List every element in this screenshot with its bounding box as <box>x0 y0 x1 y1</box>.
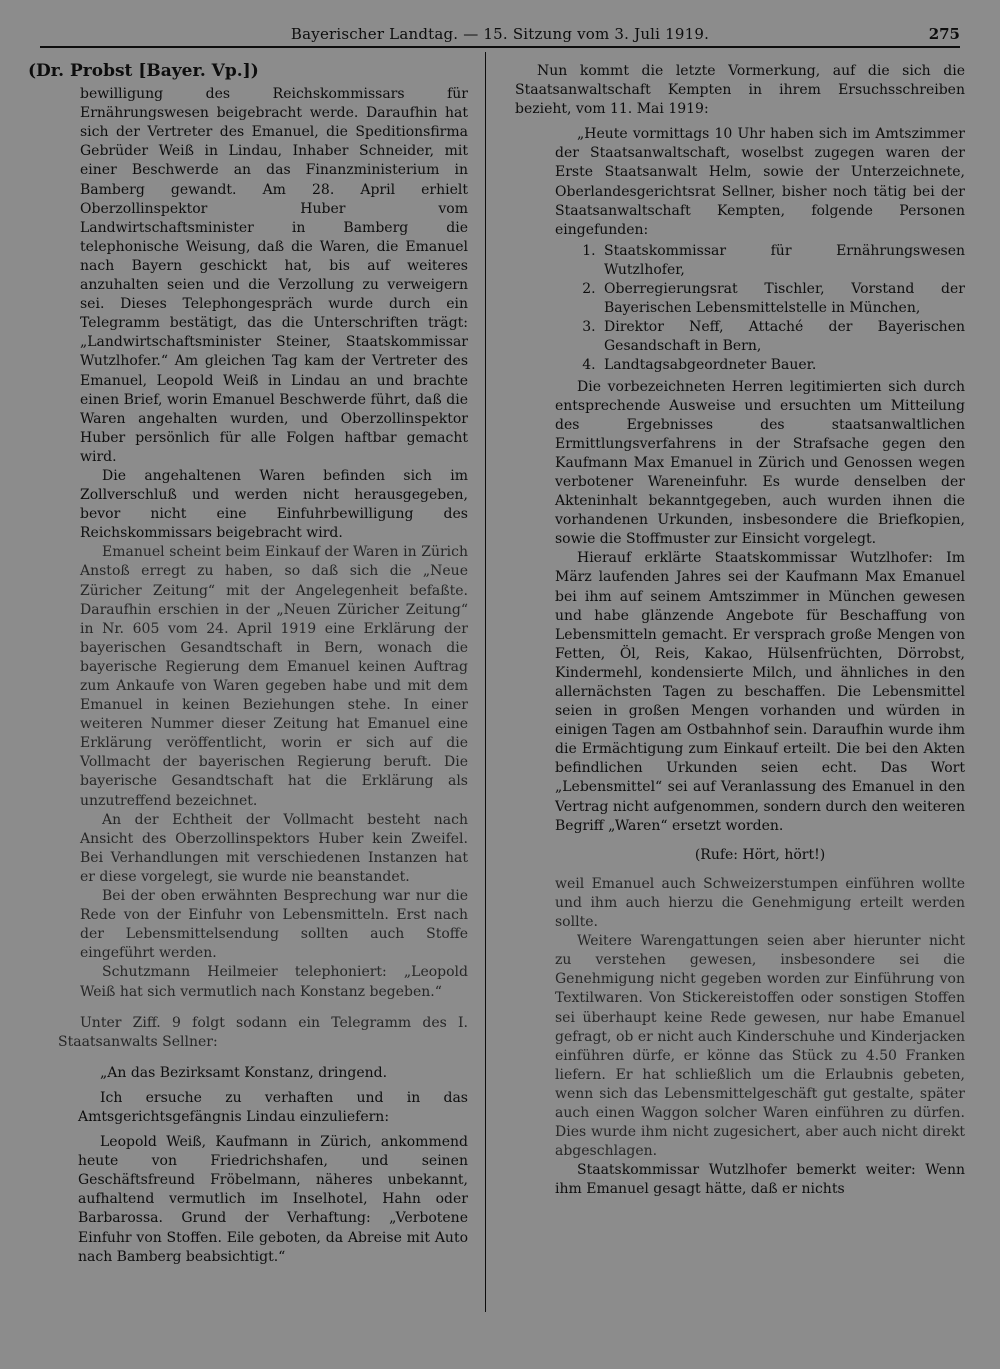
quote-paragraph: Ich ersuche zu verhaften und in das Amtsgerichtsgefängnis Lindau einzuliefern: <box>78 1089 468 1125</box>
quote-paragraph: „Heute vormittags 10 Uhr haben sich im Amtszimmer der Staatsanwaltschaft, woselbst zugegen waren der Erste Staatsanwalt Helm, sowie der Unterzeichnete, Oberlandesgerichtsrat Sellner, bisher noch tätig bei der Staatsanwaltschaft Kempten, folgende Personen eingefunden: <box>555 126 965 238</box>
header-title: Bayerischer Landtag. — 15. Sitzung vom 3. Juli 1919. <box>290 25 710 43</box>
paragraph: Die vorbezeichneten Herren legitimierten sich durch entsprechende Ausweise und ersuchten um Mitteilung des Ergebnisses des staatsanwaltlichen Ermittlungsverfahrens in der Strafsache gegen den Kaufmann Max Emanuel in Zürich und Genossen wegen verbotener Wareneinfuhr. Es wurde denselben der Akteninhalt bekanntgegeben, auch wurden ihnen die vorhandenen Urkunden, insbesondere die Briefkopien, sowie die Stoffmuster zur Einsicht vorgelegt. <box>555 378 965 548</box>
paragraph: An der Echtheit der Vollmacht besteht nach Ansicht des Oberzollinspektors Huber kein Zweifel. Bei Verhandlungen mit verschiedenen Instanzen hat er diese vorgelegt, sie wurde nie beanstandet. <box>80 811 468 885</box>
paragraph: Bei der oben erwähnten Besprechung war nur die Rede von der Einfuhr von Lebensmitteln. Erst nach der Lebensmittelsendung sollten auch Stoffe eingeführt werden. <box>80 888 468 962</box>
quote-paragraph: Leopold Weiß, Kaufmann in Zürich, ankommend heute von Friedrichshafen, und seinen Geschäftsfreund Fröbelmann, näheres unbekannt, aufhaltend vermutlich im Inselhotel, Hahn oder Barbarossa. Grund der Verhaftung: „Verbotene Einfuhr von Stoffen. Eile geboten, da Abreise mit Auto nach Bamberg beabsichtigt.“ <box>78 1134 468 1265</box>
quote-line: „An das Bezirksamt Konstanz, dringend. <box>100 1064 388 1081</box>
attendee-list <box>555 242 965 376</box>
paragraph: Emanuel scheint beim Einkauf der Waren in Zürich Anstoß erregt zu haben, so daß sich die „Neue Züricher Zeitung“ mit der Angelegenheit befaßte. Daraufhin erschien in der „Neuen Züricher Zeitung“ in Nr. 605 vom 24. April 1919 eine Erklärung der bayerischen Gesandtschaft in Bern, wonach die bayerische Regierung dem Emanuel keinen Auftrag zum Ankaufe von Waren gegeben habe und mit dem Emanuel in keinen Beziehungen stehe. In einer weiteren Nummer dieser Zeitung hat Emanuel eine Erklärung veröffentlicht, worin er sich auf die Vollmacht der bayerischen Regierung beruft. Die bayerische Gesandtschaft hat die Erklärung als unzutreffend bezeichnet. <box>80 544 468 809</box>
paragraph: Staatskommissar Wutzlhofer bemerkt weiter: Wenn ihm Emanuel gesagt hätte, daß er nichts <box>555 1162 965 1198</box>
paragraph: Die angehaltenen Waren befinden sich im Zollverschluß und werden nicht herausgegeben, bevor nicht eine Einfuhrbewilligung des Reichskommissars beigebracht wird. <box>80 467 468 542</box>
paragraph: Hierauf erklärte Staatskommissar Wutzlhofer: Im März laufenden Jahres sei der Kaufmann Max Emanuel bei ihm auf seinem Amtszimmer in München gewesen und habe glänzende Angebote für Beschaffung von Lebensmitteln gemacht. Er versprach große Mengen von Fetten, Öl, Reis, Kakao, Hülsenfrüchten, Dörrobst, Kindermehl, kondensierte Milch, und ähnliches in den allernächsten Tagen zu beschaffen. Die Lebensmittel seien in großen Mengen vorhanden und würden in einigen Tagen am Ostbahnhof sein. Daraufhin wurde ihm die Ermächtigung zum Einkauf erteilt. Die bei den Akten befindlichen Urkunden seien echt. Das Wort „Lebensmittel“ sei auf Veranlassung des Emanuel in den Vertrag nicht aufgenommen, sondern durch den weiteren Begriff „Waren“ ersetzt worden. <box>555 550 965 834</box>
right-column <box>515 62 965 1199</box>
page-number: 275 <box>928 25 960 43</box>
paragraph: Nun kommt die letzte Vormerkung, auf die sich die Staatsanwaltschaft Kempten in ihrem Ersuchsschreiben bezieht, vom 11. Mai 1919: <box>515 63 965 118</box>
paragraph: weil Emanuel auch Schweizerstumpen einführen wollte und ihm auch hierzu die Genehmigung erteilt werden sollte. <box>555 875 965 931</box>
column-divider <box>485 52 486 1312</box>
paragraph: Unter Ziff. 9 folgt sodann ein Telegramm des I. Staatsanwalts Sellner: <box>58 1014 468 1050</box>
list-item: 1. Staatskommissar für Ernährungswesen Wutzlhofer, <box>600 242 965 280</box>
spacer <box>28 1052 468 1064</box>
page-header <box>40 22 960 46</box>
paragraph: Schutzmann Heilmeier telephoniert: „Leopold Weiß hat sich vermutlich nach Konstanz begeben.“ <box>80 964 468 1000</box>
list-item: 2. Oberregierungsrat Tischler, Vorstand der Bayerischen Lebensmittelstelle in München, <box>600 280 965 318</box>
paragraph: bewilligung des Reichskommissars für Ernährungswesen beigebracht werde. Daraufhin hat sich der Vertreter des Emanuel, die Speditionsfirma Gebrüder Weiß in Lindau, Inhaber Schneider, mit einer Beschwerde an das Finanzministerium in Bamberg gewandt. Am 28. April erhielt Oberzollinspektor Huber vom Landwirtschaftsminister in Bamberg die telephonische Weisung, daß die Waren, die Emanuel nach Bayern geschickt hat, bis auf weiteres anzuhalten seien und die Verzollung zu verweigern sei. Dieses Telephongespräch wurde durch ein Telegramm bestätigt, das die Unterschriften trägt: „Landwirtschaftsminister Steiner, Staatskommissar Wutzlhofer.“ Am gleichen Tag kam der Vertreter des Emanuel, Leopold Weiß in Lindau an und brachte einen Brief, worin Emanuel Beschwerde führt, daß die Waren angehalten wurden, und Oberzollinspektor Huber persönlich für alle Folgen haftbar gemacht wird. <box>80 86 468 465</box>
list-item: 3. Direktor Neff, Attaché der Bayerischen Gesandschaft in Bern, <box>600 318 965 356</box>
interjection: (Rufe: Hört, hört!) <box>694 846 826 863</box>
spacer <box>28 1002 468 1014</box>
left-column <box>28 62 468 1267</box>
list-item: 4. Landtagsabgeordneter Bauer. <box>600 356 965 375</box>
header-rule <box>40 46 960 48</box>
paragraph: Weitere Warengattungen seien aber hierunter nicht zu verstehen gewesen, insbesondere sei die Genehmigung nicht gegeben worden zur Einführung von Textilwaren. Von Stickereistoffen oder sonstigen Stoffen sei überhaupt keine Rede gewesen, nur habe Emanuel gefragt, ob er nicht auch Kinderschuhe und Kinderjacken einführen dürfe, er könne das Stück zu 4.50 Franken liefern. Er hat schließlich um die Erlaubnis gebeten, wenn sich das Lebensmittelgeschäft gut gestalte, später auch einen Waggon solcher Waren einführen zu dürfen. Dies wurde ihm nicht zugesichert, aber auch nicht direkt abgeschlagen. <box>555 933 965 1160</box>
speaker-label: (Dr. Probst [Bayer. Vp.]) <box>28 61 259 81</box>
